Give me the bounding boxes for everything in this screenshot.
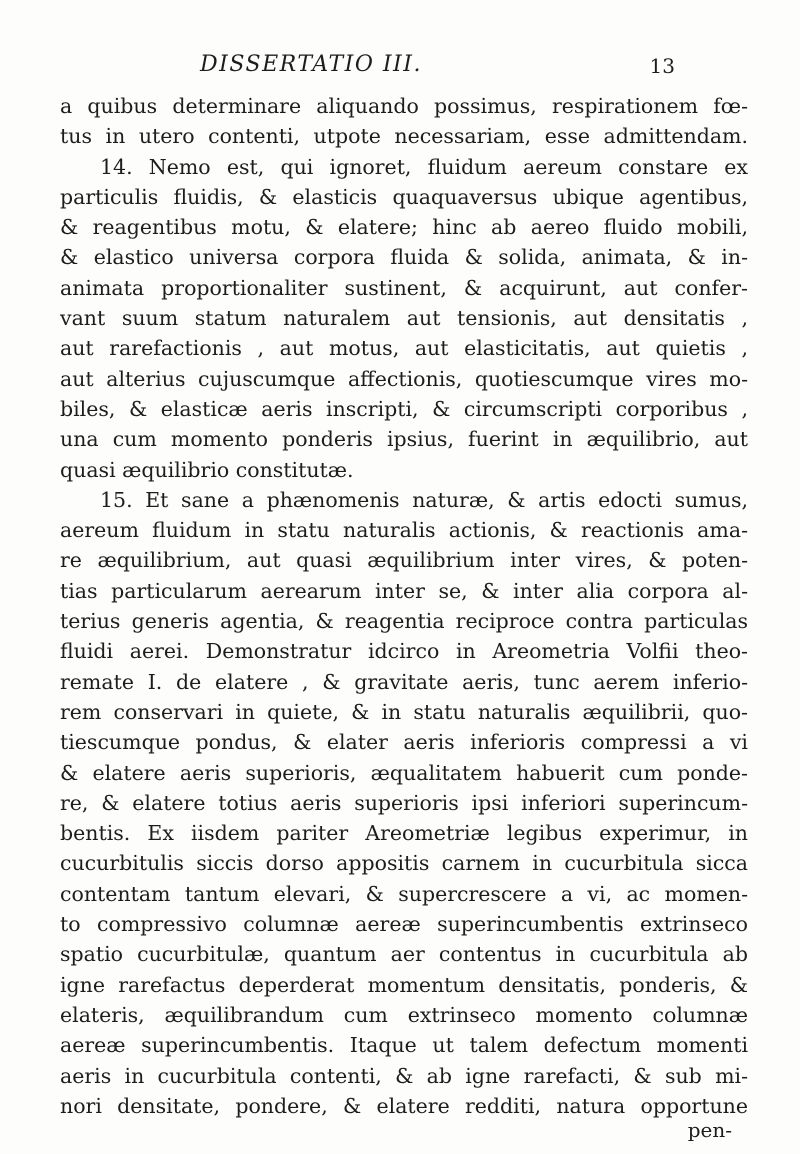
page-number: 13 <box>649 54 675 78</box>
text-line: 14. Nemo est, qui ignoret, fluidum aereum constare ex <box>100 154 748 179</box>
text-line: aereæ superincumbentis. Itaque ut talem defectum momenti <box>60 1033 748 1058</box>
text-line: una cum momento ponderis ipsius, fuerint in æquilibrio, aut <box>60 427 748 452</box>
text-line: to compressivo columnæ aereæ superincumbentis extrinseco <box>60 912 748 937</box>
text-line: terius generis agentia, & reagentia reciproce contra particulas <box>60 609 748 634</box>
text-line: cucurbitulis siccis dorso appositis carnem in cucurbitula sicca <box>60 851 748 876</box>
text-line: remate I. de elatere , & gravitate aeris, tunc aerem inferio- <box>60 669 748 694</box>
text-line: aut alterius cujuscumque affectionis, quotiescumque vires mo- <box>60 366 748 391</box>
text-line: contentam tantum elevari, & supercrescere a vi, ac momen- <box>60 881 748 906</box>
text-line: quasi æquilibrio constitutæ. <box>60 457 354 482</box>
text-line: & reagentibus motu, & elatere; hinc ab aereo fluido mobili, <box>60 215 748 240</box>
text-line: rem conservari in quiete, & in statu naturalis æquilibrii, quo- <box>60 699 748 724</box>
text-line: re æquilibrium, aut quasi æquilibrium inter vires, & poten- <box>60 548 748 573</box>
text-line: re, & elatere totius aeris superioris ipsi inferiori superincum- <box>60 790 748 815</box>
text-line: a quibus determinare aliquando possimus, respirationem fœ- <box>60 94 748 118</box>
text-line: aut rarefactionis , aut motus, aut elasticitatis, aut quietis , <box>60 336 748 361</box>
text-line: animata proportionaliter sustinent, & acquirunt, aut confer- <box>60 275 748 300</box>
body-text <box>60 91 748 1121</box>
text-line: tiescumque pondus, & elater aeris inferioris compressi a vi <box>60 730 748 755</box>
text-line: aereum fluidum in statu naturalis actionis, & reactionis ama- <box>60 518 748 543</box>
text-line: nori densitate, pondere, & elatere redditi, natura opportune <box>60 1093 748 1118</box>
text-line: & elastico universa corpora fluida & solida, animata, & in- <box>60 245 748 270</box>
text-line: vant suum statum naturalem aut tensionis, aut densitatis , <box>60 306 748 331</box>
text-line: elateris, æquilibrandum cum extrinseco momento columnæ <box>60 1002 748 1027</box>
catchword: pen- <box>687 1118 732 1142</box>
text-line: spatio cucurbitulæ, quantum aer contentus in cucurbitula ab <box>60 942 748 967</box>
text-line: bentis. Ex iisdem pariter Areometriæ legibus experimur, in <box>60 821 748 846</box>
text-line: & elatere aeris superioris, æqualitatem habuerit cum ponde- <box>60 760 748 785</box>
text-line: particulis fluidis, & elasticis quaquaversus ubique agentibus, <box>60 184 748 209</box>
text-line: biles, & elasticæ aeris inscripti, & circumscripti corporibus , <box>60 396 748 421</box>
page-header <box>200 52 675 86</box>
text-line: tias particularum aerearum inter se, & inter alia corpora al- <box>60 578 748 603</box>
text-line: tus in utero contenti, utpote necessariam, esse admittendam. <box>60 124 748 149</box>
text-line: 15. Et sane a phænomenis naturæ, & artis edocti sumus, <box>100 487 748 512</box>
text-line: fluidi aerei. Demonstratur idcirco in Areometria Volfii theo- <box>60 639 748 664</box>
running-title: DISSERTATIO III. <box>200 52 422 77</box>
text-line: igne rarefactus deperderat momentum densitatis, ponderis, & <box>60 972 748 997</box>
text-line: aeris in cucurbitula contenti, & ab igne rarefacti, & sub mi- <box>60 1063 748 1088</box>
